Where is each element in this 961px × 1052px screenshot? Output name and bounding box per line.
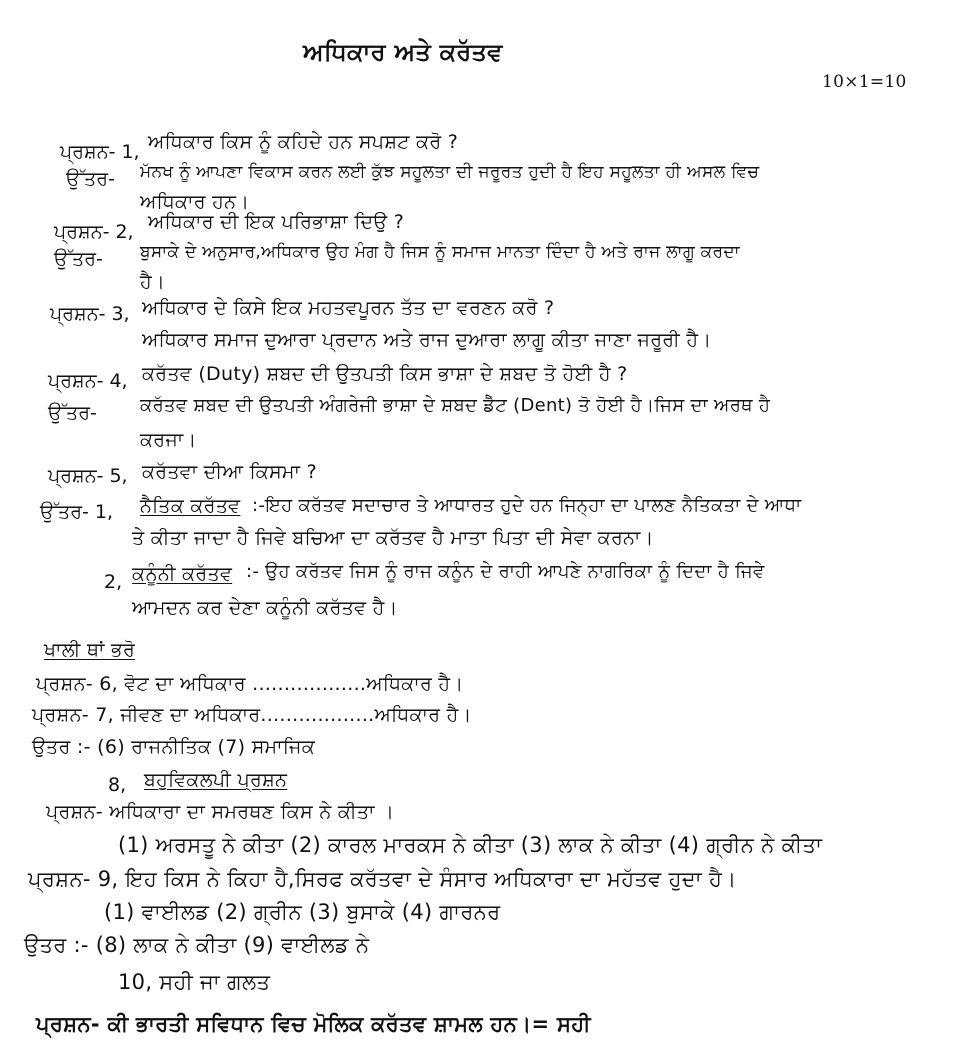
question-1-text: ਅਧਿਕਾਰ ਕਿਸ ਨੂੰ ਕਹਿਦੇ ਹਨ ਸਪਸ਼ਟ ਕਰੋ ? [148,131,459,153]
legal-duty-number: 2, [104,571,123,593]
mcq-number: 8, [108,774,127,796]
true-false-heading: 10, ਸਹੀ ਜਾ ਗਲਤ [118,970,271,994]
answer-1-label: ਉੱਤਰ- [66,168,115,190]
question-7: ਪ੍ਰਸ਼ਨ- 7, ਜੀਵਣ ਦਾ ਅਧਿਕਾਰ..................ਅਧਿਕਾਰ ਹੈ। [32,704,472,726]
question-1-label: ਪ੍ਰਸ਼ਨ- 1, [60,141,140,163]
question-6: ਪ੍ਰਸ਼ਨ- 6, ਵੋਟ ਦਾ ਅਧਿਕਾਰ ..................ਅਧਿਕਾਰ ਹੈ। [36,673,464,695]
mcq-heading: ਬਹੁਵਿਕਲਪੀ ਪ੍ਰਸ਼ਨ [144,769,288,791]
question-3-text: ਅਧਿਕਾਰ ਦੇ ਕਿਸੇ ਇਕ ਮਹਤਵਪੂਰਨ ਤੱਤ ਦਾ ਵਰਣਨ ਕਰੋ ? [142,297,555,319]
answer-4-text-1: ਕਰੱਤਵ ਸ਼ਬਦ ਦੀ ਉਤਪਤੀ ਅੰਗਰੇਜੀ ਭਾਸ਼ਾ ਦੇ ਸ਼ਬਦ ਡੈੱਟ (Dent) ਤੋ ਹੋਈ ਹੈ।ਜਿਸ ਦਾ ਅਰਥ ਹੈ [140,395,771,416]
answer-4-text-2: ਕਰਜਾ। [140,429,197,451]
answer-2-text-1: ਬੁਸਾਕੇ ਦੇ ਅਨੁਸਾਰ,ਅਧਿਕਾਰ ਉਹ ਮੰਗ ਹੈ ਜਿਸ ਨੂੰ ਸਮਾਜ ਮਾਨਤਾ ਦਿੰਦਾ ਹੈ ਅਤੇ ਰਾਜ ਲਾਗੂ ਕਰਦਾ [140,242,740,262]
answer-5-label: ਉੱਤਰ- 1, [40,501,113,523]
legal-duty-text-2: ਆਮਦਨ ਕਰ ਦੇਣਾ ਕਨੂੰਨੀ ਕਰੱਤਵ ਹੈ। [132,597,398,619]
answer-1-text-2: ਅਧਿਕਾਰ ਹਨ। [140,191,250,213]
answer-6-7: ਉਤਰ :- (6) ਰਾਜਨੀਤਿਕ (7) ਸਮਾਜਿਕ [32,736,315,758]
moral-duty-text-2: ਤੇ ਕੀਤਾ ਜਾਦਾ ਹੈ ਜਿਵੇ ਬਚਿਆ ਦਾ ਕਰੱਤਵ ਹੈ ਮਾਤਾ ਪਿਤਾ ਦੀ ਸੇਵਾ ਕਰਨਾ। [132,527,654,549]
fill-blanks-heading: ਖਾਲੀ ਥਾਂ ਭਰੋ [44,639,136,661]
legal-duty-heading: ਕਨੂੰਨੀ ਕਰੱਤਵ [132,563,233,585]
question-8-options: (1) ਅਰਸਤੂ ਨੇ ਕੀਤਾ (2) ਕਾਰਲ ਮਾਰਕਸ ਨੇ ਕੀਤਾ (3) ਲਾਕ ਨੇ ਕੀਤਾ (4) ਗ੍ਰੀਨ ਨੇ ਕੀਤਾ [118,833,823,857]
moral-duty-text-1: :-ਇਹ ਕਰੱਤਵ ਸਦਾਚਾਰ ਤੇ ਆਧਾਰਤ ਹੁਦੇ ਹਨ ਜਿਨ੍ਹਾ ਦਾ ਪਾਲਣ ਨੈਤਿਕਤਾ ਦੇ ਆਧਾ [252,495,802,516]
question-10: ਪ੍ਰਸ਼ਨ- ਕੀ ਭਾਰਤੀ ਸਵਿਧਾਨ ਵਿਚ ਮੋਲਿਕ ਕਰੱਤਵ ਸ਼ਾਮਲ ਹਨ।= ਸਹੀ [36,1012,591,1036]
question-4-text: ਕਰੱਤਵ (Duty) ਸ਼ਬਦ ਦੀ ਉਤਪਤੀ ਕਿਸ ਭਾਸ਼ਾ ਦੇ ਸ਼ਬਦ ਤੋ ਹੋਈ ਹੈ ? [142,363,628,385]
answer-2-label: ਉੱਤਰ- [54,248,103,270]
question-9: ਪ੍ਰਸ਼ਨ- 9, ਇਹ ਕਿਸ ਨੇ ਕਿਹਾ ਹੈ,ਸਿਰਫ ਕਰੱਤਵਾ ਦੇ ਸੰਸਾਰ ਅਧਿਕਾਰਾ ਦਾ ਮਹੱਤਵ ਹੁਦਾ ਹੈ। [28,867,737,891]
question-2-text: ਅਧਿਕਾਰ ਦੀ ਇਕ ਪਰਿਭਾਸ਼ਾ ਦਿਉ ? [148,211,405,233]
question-4-label: ਪ੍ਰਸ਼ਨ- 4, [48,370,128,392]
moral-duty-heading: ਨੈਤਿਕ ਕਰੱਤਵ [140,495,241,517]
legal-duty-text-1: :- ਉਹ ਕਰੱਤਵ ਜਿਸ ਨੂੰ ਰਾਜ ਕਨੂੰਨ ਦੇ ਰਾਹੀ ਆਪਣੇ ਨਾਗਰਿਕਾ ਨੂੰ ਦਿਦਾ ਹੈ ਜਿਵੇ [246,561,765,582]
answer-8-9: ਉਤਰ :- (8) ਲਾਕ ਨੇ ਕੀਤਾ (9) ਵਾਈਲਡ ਨੇ [24,933,370,957]
question-8: ਪ੍ਰਸ਼ਨ- ਅਧਿਕਾਰਾ ਦਾ ਸਮਰਥਣ ਕਿਸ ਨੇ ਕੀਤਾ । [46,801,395,823]
answer-3-text: ਅਧਿਕਾਰ ਸਮਾਜ ਦੁਆਰਾ ਪ੍ਰਦਾਨ ਅਤੇ ਰਾਜ ਦੁਆਰਾ ਲਾਗੂ ਕੀਤਾ ਜਾਣਾ ਜਰੂਰੀ ਹੈ। [142,329,712,351]
question-3-label: ਪ੍ਰਸ਼ਨ- 3, [50,303,130,325]
question-5-text: ਕਰੱਤਵਾ ਦੀਆ ਕਿਸਮਾ ? [142,461,317,483]
question-9-options: (1) ਵਾਈਲਡ (2) ਗ੍ਰੀਨ (3) ਬੁਸਾਕੇ (4) ਗਾਰਨਰ [104,900,501,924]
question-5-label: ਪ੍ਰਸ਼ਨ- 5, [48,465,128,487]
answer-2-text-2: ਹੈ। [140,271,166,293]
marks-label: 10×1=10 [822,72,907,92]
page-title: ਅਧਿਕਾਰ ਅਤੇ ਕਰੱਤਵ [303,38,503,66]
answer-4-label: ਉੱਤਰ- [48,402,97,424]
question-2-label: ਪ੍ਰਸ਼ਨ- 2, [54,221,134,243]
answer-1-text-1: ਮੱਨਖ ਨੂੰ ਆਪਣਾ ਵਿਕਾਸ ਕਰਨ ਲਈ ਕੁੱਝ ਸਹੂਲਤਾ ਦੀ ਜਰੂਰਤ ਹੁਦੀ ਹੈ ਇਹ ਸਹੂਲਤਾ ਹੀ ਅਸਲ ਵਿਚ [140,162,760,182]
